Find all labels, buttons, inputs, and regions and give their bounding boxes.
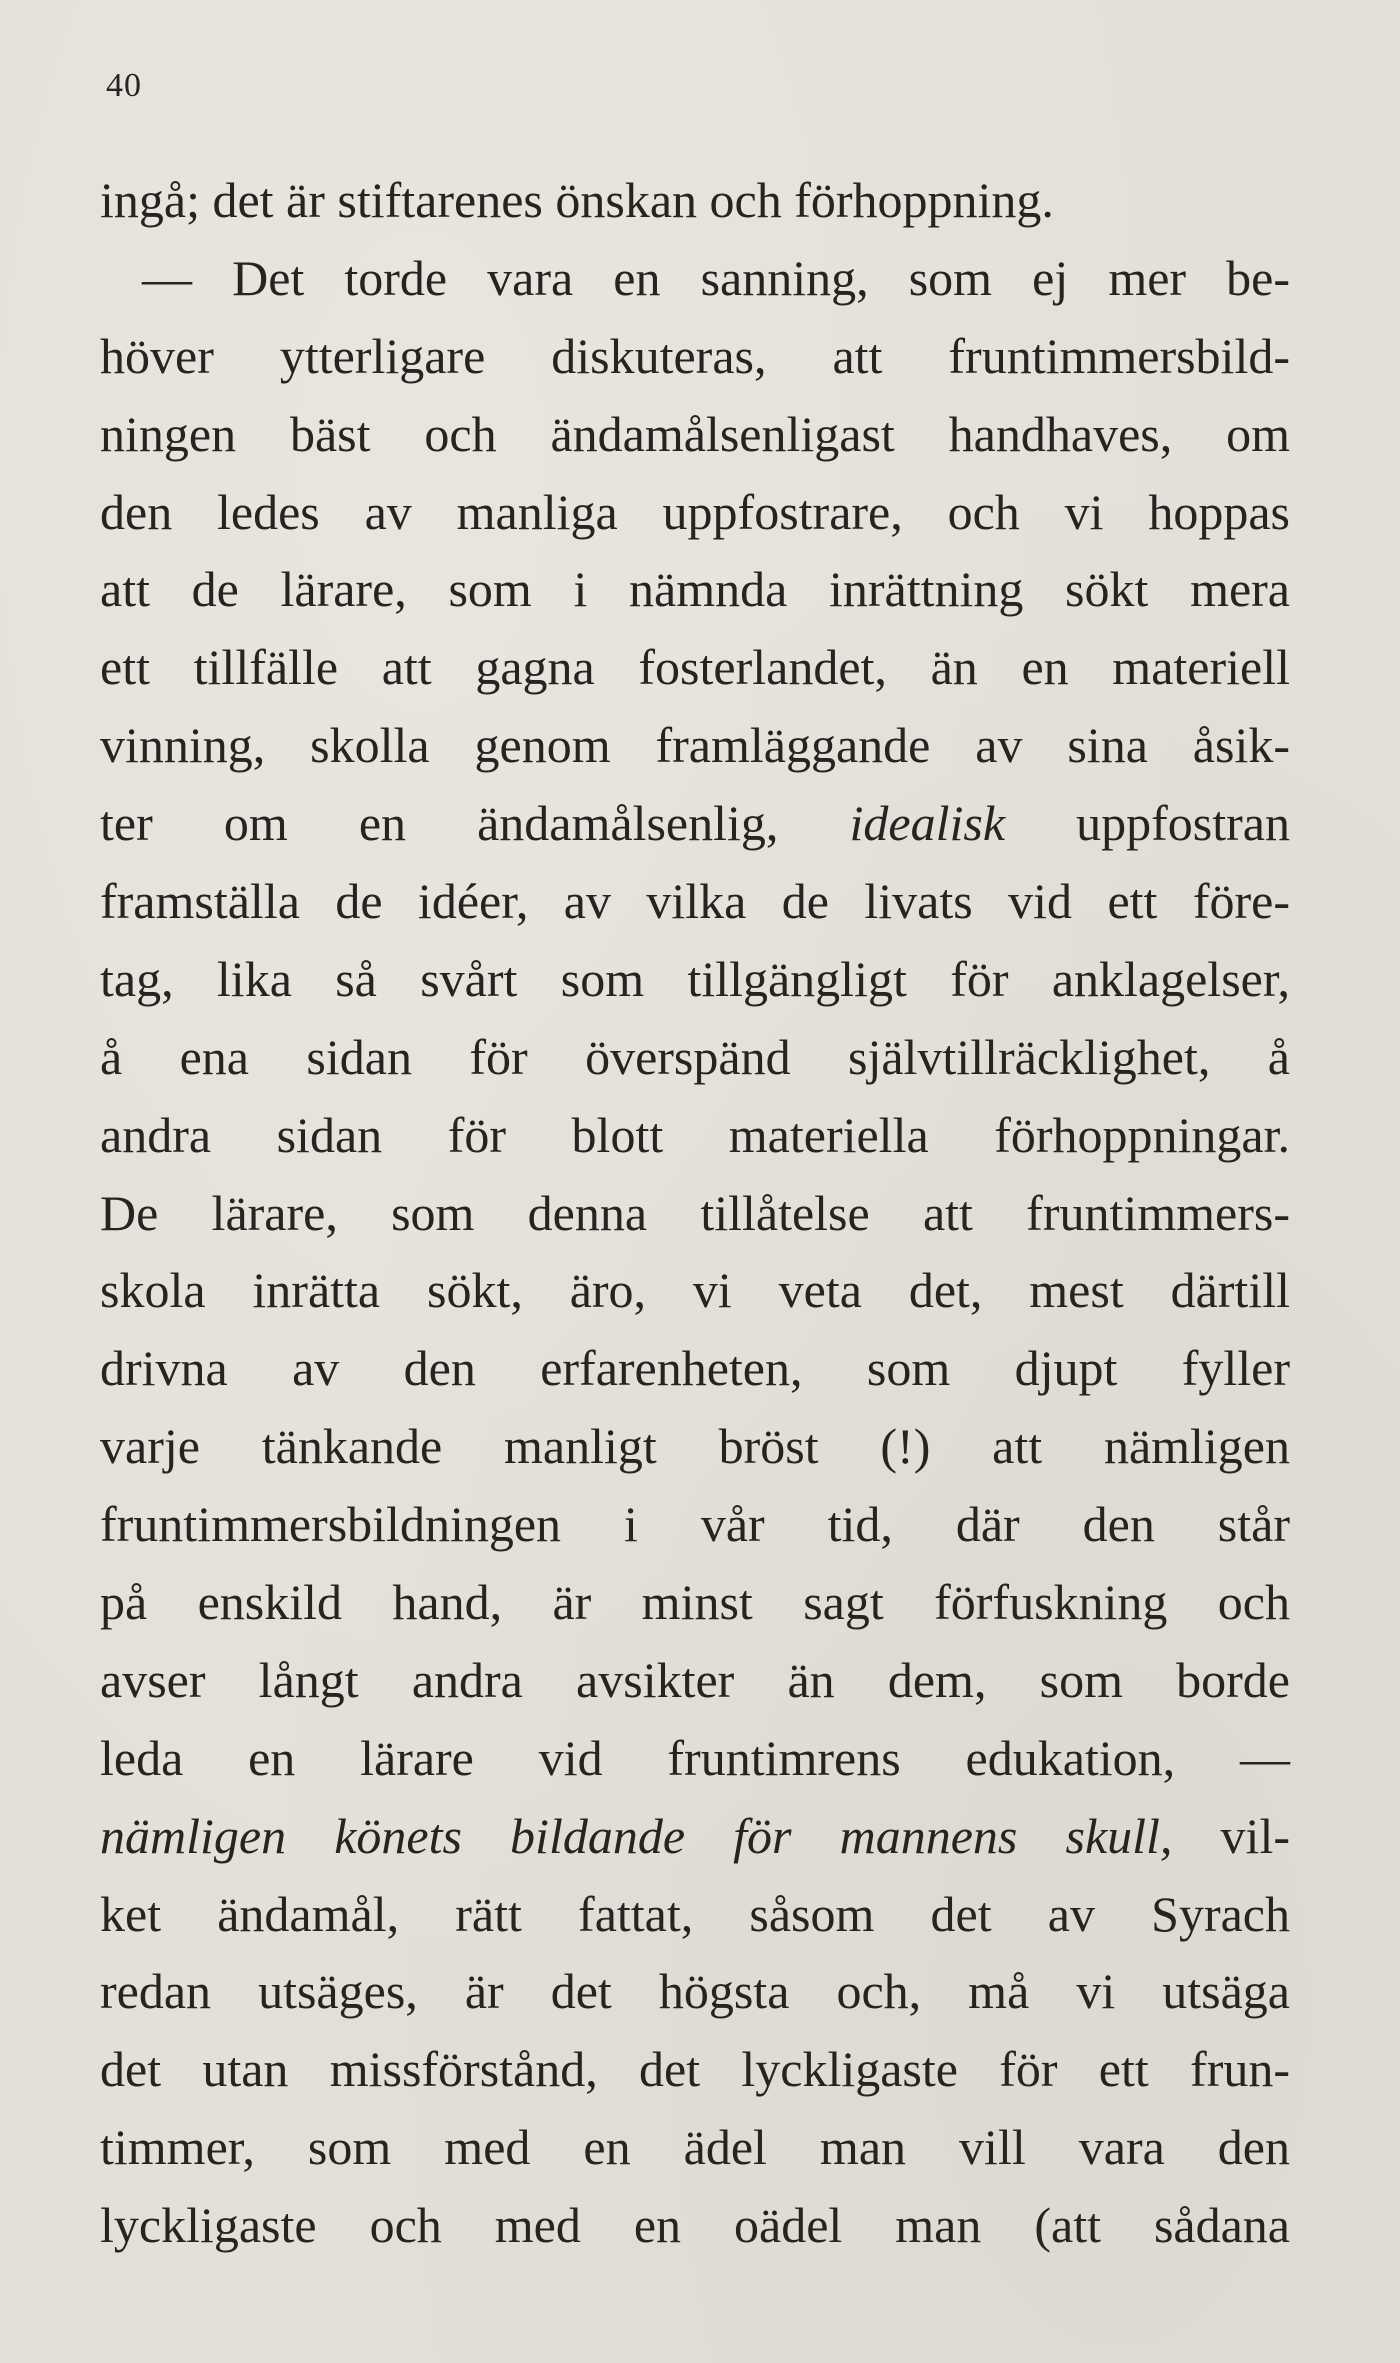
text-line xyxy=(100,1720,1290,1798)
text-segment: den ledes av manliga uppfostrare, och vi hoppas xyxy=(100,483,1290,540)
text-line xyxy=(100,941,1290,1019)
italic-text: nämligen könets bildande för mannens skull, xyxy=(100,1807,1173,1864)
text-line xyxy=(100,1953,1290,2031)
text-segment: lyckligaste och med en oädel man (att sådana xyxy=(100,2197,1290,2254)
text-segment: leda en lärare vid fruntimrens edukation, — xyxy=(100,1729,1290,1786)
text-segment: att de lärare, som i nämnda inrättning sökt mera xyxy=(100,561,1290,618)
text-line xyxy=(100,863,1290,941)
text-line xyxy=(100,1486,1290,1564)
text-segment: ett tillfälle att gagna fosterlandet, än en materiell xyxy=(100,639,1290,696)
text-segment: det utan missförstånd, det lyckligaste för ett frun- xyxy=(100,2041,1290,2098)
text-segment: drivna av den erfarenheten, som djupt fyller xyxy=(100,1340,1290,1397)
text-line xyxy=(100,707,1290,785)
text-line xyxy=(100,1876,1290,1954)
text-segment: — Det torde vara en sanning, som ej mer be- xyxy=(142,249,1290,306)
text-segment: vinning, skolla genom framläggande av sina åsik- xyxy=(100,717,1290,774)
text-line xyxy=(100,2187,1290,2265)
text-segment: ter om en ändamålsenlig, xyxy=(100,795,850,852)
text-line xyxy=(100,240,1290,318)
text-line xyxy=(100,629,1290,707)
text-segment: avser långt andra avsikter än dem, som borde xyxy=(100,1651,1290,1708)
text-line xyxy=(100,1252,1290,1330)
text-line xyxy=(100,2031,1290,2109)
text-segment: fruntimmersbildningen i vår tid, där den står xyxy=(100,1496,1290,1553)
text-segment: framställa de idéer, av vilka de livats vid ett före- xyxy=(100,873,1290,930)
text-segment: vil- xyxy=(1172,1807,1290,1864)
text-segment: ingå; det är stiftarenes önskan och förhoppning. xyxy=(100,172,1054,228)
page-number: 40 xyxy=(106,67,142,104)
text-segment: på enskild hand, är minst sagt förfuskning och xyxy=(100,1574,1290,1631)
text-segment: å ena sidan för överspänd självtillräcklighet, å xyxy=(100,1028,1290,1085)
text-line xyxy=(100,396,1290,474)
text-segment: andra sidan för blott materiella förhoppningar. xyxy=(100,1106,1290,1163)
text-segment: ningen bäst och ändamålsenligast handhaves, om xyxy=(100,405,1290,462)
text-segment: De lärare, som denna tillåtelse att fruntimmers- xyxy=(100,1184,1290,1241)
text-line xyxy=(100,474,1290,552)
text-segment: uppfostran xyxy=(1005,795,1290,852)
text-segment: varje tänkande manligt bröst (!) att nämligen xyxy=(100,1418,1290,1475)
text-line xyxy=(100,1564,1290,1642)
text-line xyxy=(100,1097,1290,1175)
text-line xyxy=(100,318,1290,396)
text-line xyxy=(100,2109,1290,2187)
text-segment: timmer, som med en ädel man vill vara den xyxy=(100,2119,1290,2176)
text-line xyxy=(100,785,1290,863)
text-line xyxy=(100,1330,1290,1408)
text-segment: tag, lika så svårt som tillgängligt för anklagelser, xyxy=(100,950,1290,1007)
text-line xyxy=(100,162,1290,240)
text-line xyxy=(100,1408,1290,1486)
text-segment: redan utsäges, är det högsta och, må vi utsäga xyxy=(100,1963,1290,2020)
text-segment: skola inrätta sökt, äro, vi veta det, mest därtill xyxy=(100,1262,1290,1319)
text-line xyxy=(100,551,1290,629)
text-line xyxy=(100,1019,1290,1097)
text-line xyxy=(100,1798,1290,1876)
text-line xyxy=(100,1642,1290,1720)
text-segment: ket ändamål, rätt fattat, såsom det av Syrach xyxy=(100,1885,1290,1942)
body-text xyxy=(100,162,1290,2265)
text-line xyxy=(100,1175,1290,1253)
text-segment: höver ytterligare diskuteras, att fruntimmersbild- xyxy=(100,327,1290,384)
italic-text: idealisk xyxy=(849,795,1006,852)
